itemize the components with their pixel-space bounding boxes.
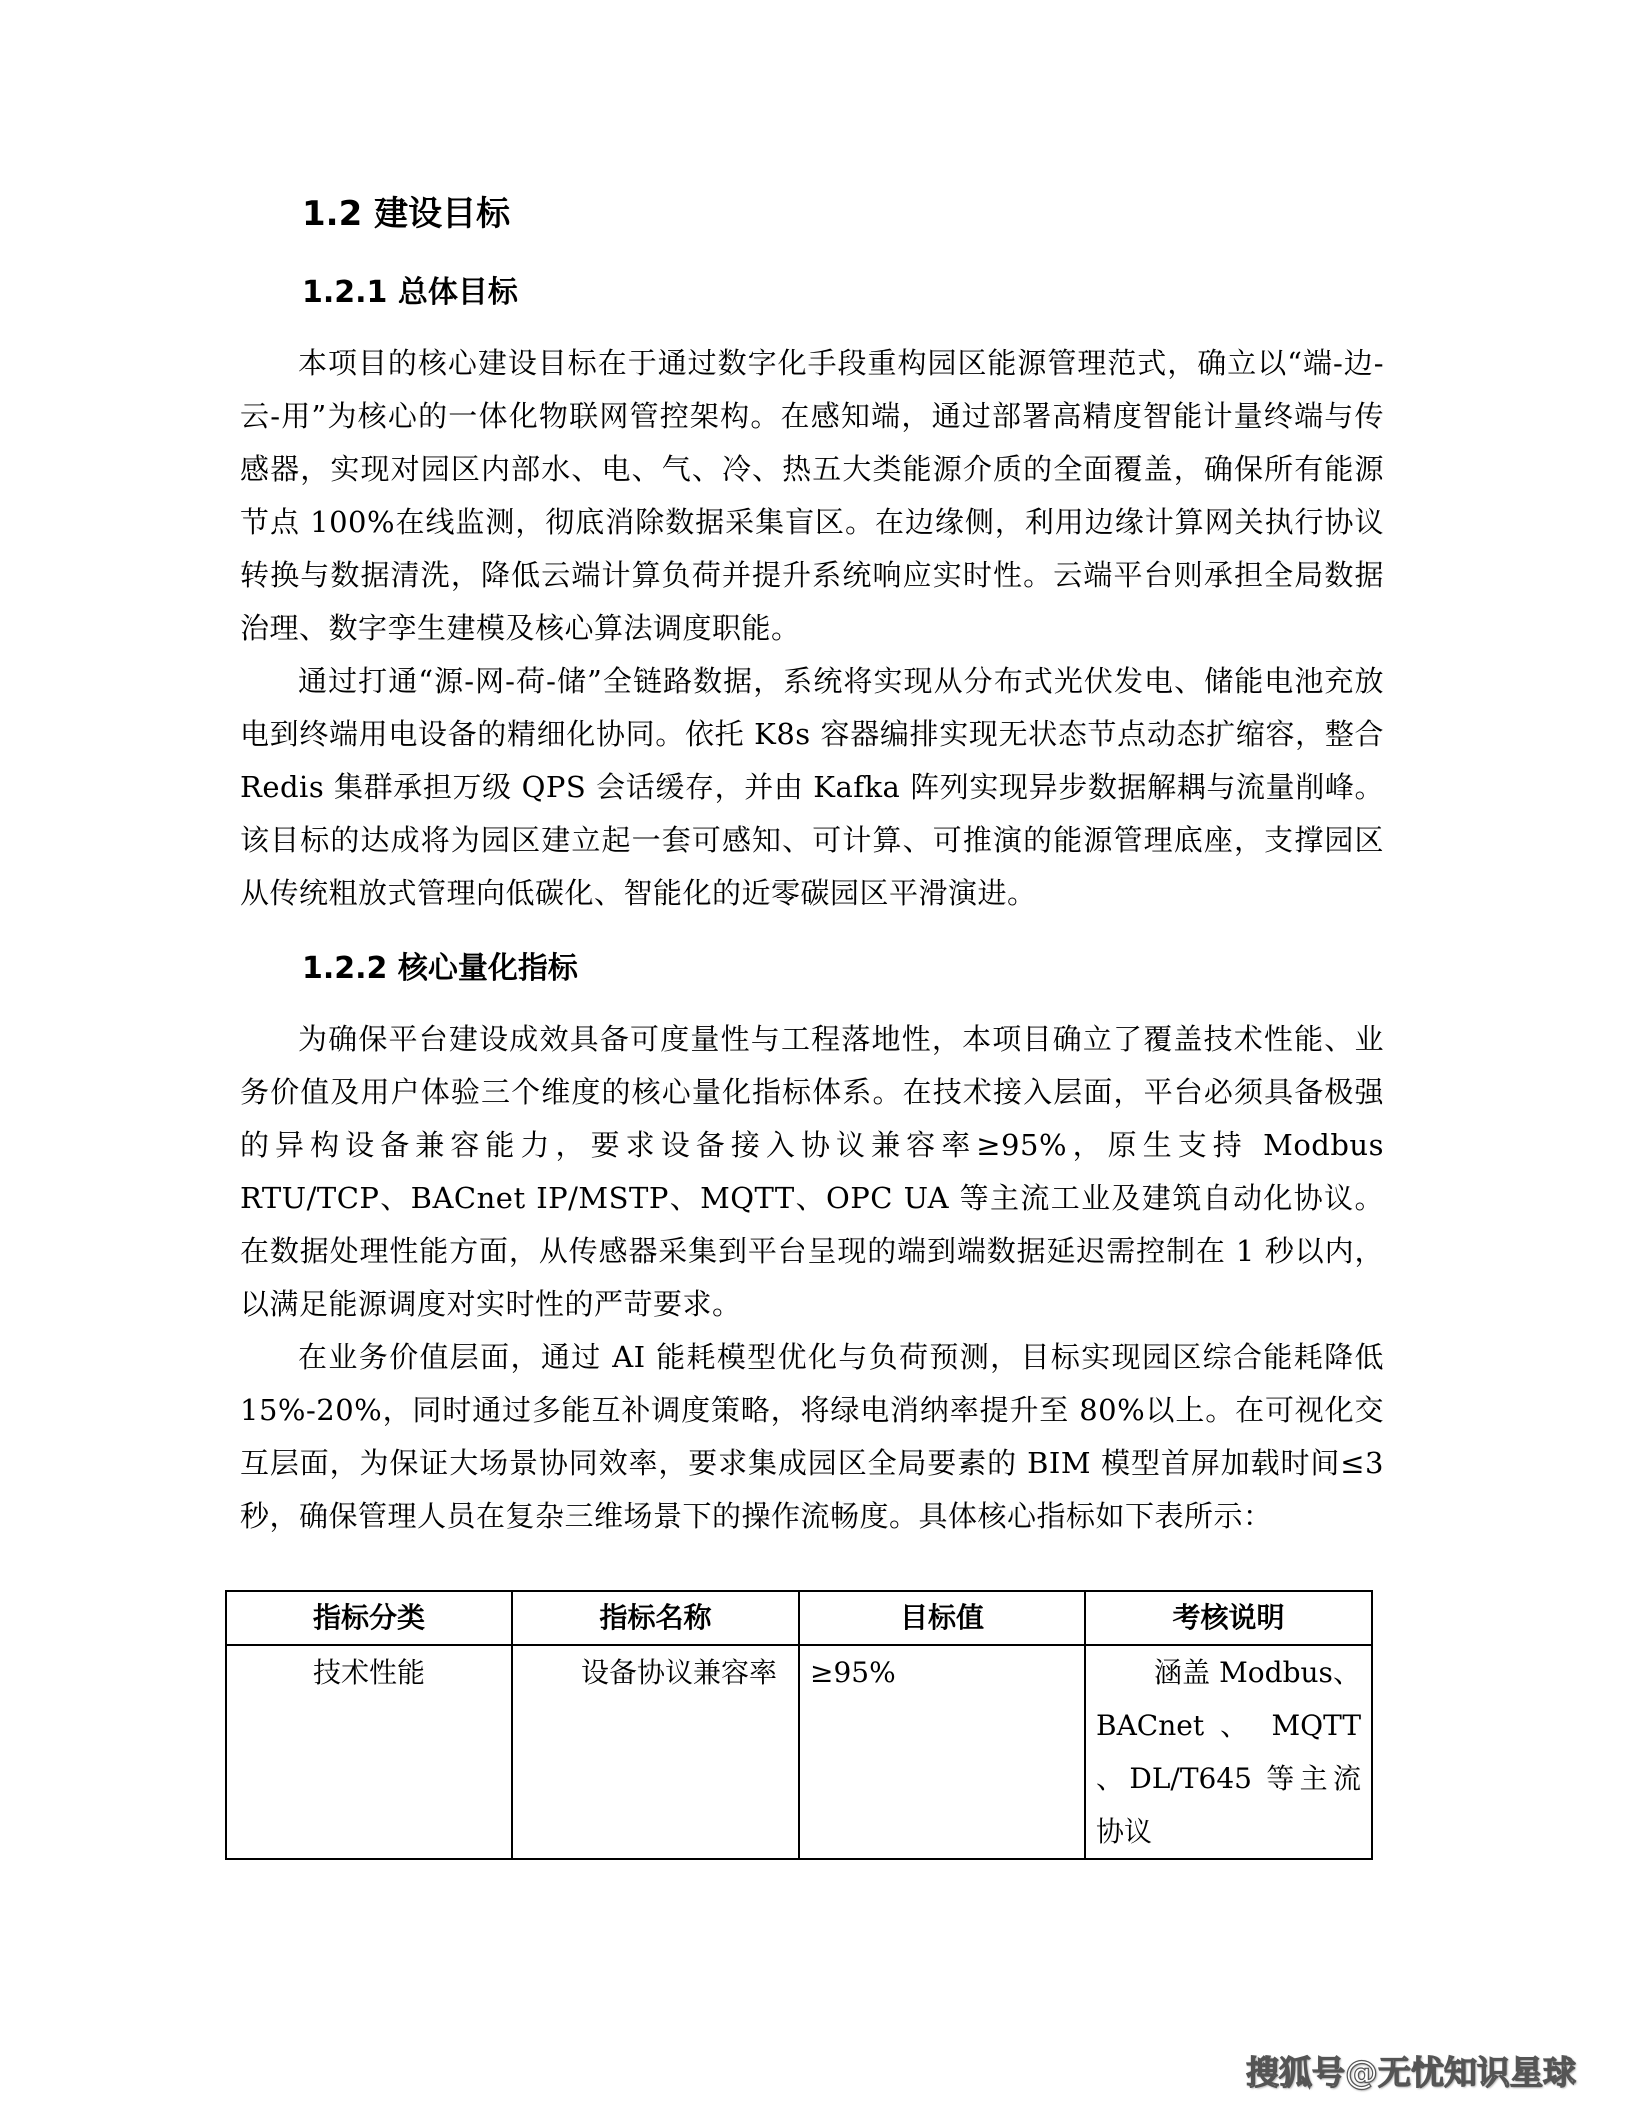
table-row <box>226 1645 1372 1859</box>
section-heading: 1.2 建设目标 <box>302 194 511 234</box>
indicator-table <box>225 1590 1373 1860</box>
table-cell-assessment-note: 涵盖 Modbus、BACnet 、 MQTT 、DL/T645 等主流协议 <box>1085 1645 1372 1859</box>
table-header-cell: 考核说明 <box>1085 1591 1372 1645</box>
paragraph-overall-goal-1: 本项目的核心建设目标在于通过数字化手段重构园区能源管理范式，确立以“端-边-云-用”为核心的一体化物联网管控架构。在感知端，通过部署高精度智能计量终端与传感器，实现对园区内部水、电、气、冷、热五大类能源介质的全面覆盖，确保所有能源节点 100%在线监测，彻底消除数据采集盲区。在边缘侧，利用边缘计算网关执行协议转换与数据清洗，降低云端计算负荷并提升系统响应实时性。云端平台则承担全局数据治理、数字孪生建模及核心算法调度职能。 <box>240 346 1384 645</box>
table-header-cell: 指标名称 <box>512 1591 799 1645</box>
subsection-heading-overall-goal: 1.2.1 总体目标 <box>302 275 518 310</box>
table-header-cell: 指标分类 <box>226 1591 512 1645</box>
table-cell-target-value: ≥95% <box>799 1645 1085 1859</box>
table-header-row <box>226 1591 1372 1645</box>
table-cell-category: 技术性能 <box>226 1645 512 1859</box>
paragraph-indicators-2: 在业务价值层面，通过 AI 能耗模型优化与负荷预测，目标实现园区综合能耗降低 15%-20%，同时通过多能互补调度策略，将绿电消纳率提升至 80%以上。在可视化交互层面，为保证大场景协同效率，要求集成园区全局要素的 BIM 模型首屏加载时间≤3 秒，确保管理人员在复杂三维场景下的操作流畅度。具体核心指标如下表所示： <box>240 1340 1384 1533</box>
table-header-cell: 目标值 <box>799 1591 1085 1645</box>
paragraph-indicators-1: 为确保平台建设成效具备可度量性与工程落地性，本项目确立了覆盖技术性能、业务价值及用户体验三个维度的核心量化指标体系。在技术接入层面，平台必须具备极强的异构设备兼容能力，要求设备接入协议兼容率≥95%，原生支持 Modbus RTU/TCP、BACnet IP/MSTP、MQTT、OPC UA 等主流工业及建筑自动化协议。在数据处理性能方面，从传感器采集到平台呈现的端到端数据延迟需控制在 1 秒以内，以满足能源调度对实时性的严苛要求。 <box>240 1022 1384 1321</box>
subsection-heading-quantitative-indicators: 1.2.2 核心量化指标 <box>302 951 578 986</box>
paragraph-overall-goal-2: 通过打通“源-网-荷-储”全链路数据，系统将实现从分布式光伏发电、储能电池充放电到终端用电设备的精细化协同。依托 K8s 容器编排实现无状态节点动态扩缩容，整合 Redis 集群承担万级 QPS 会话缓存，并由 Kafka 阵列实现异步数据解耦与流量削峰。该目标的达成将为园区建立起一套可感知、可计算、可推演的能源管理底座，支撑园区从传统粗放式管理向低碳化、智能化的近零碳园区平滑演进。 <box>240 664 1384 910</box>
watermark: 搜狐号@无忧知识星球 <box>1246 2053 1576 2092</box>
table-cell-indicator-name: 设备协议兼容率 <box>512 1645 799 1859</box>
